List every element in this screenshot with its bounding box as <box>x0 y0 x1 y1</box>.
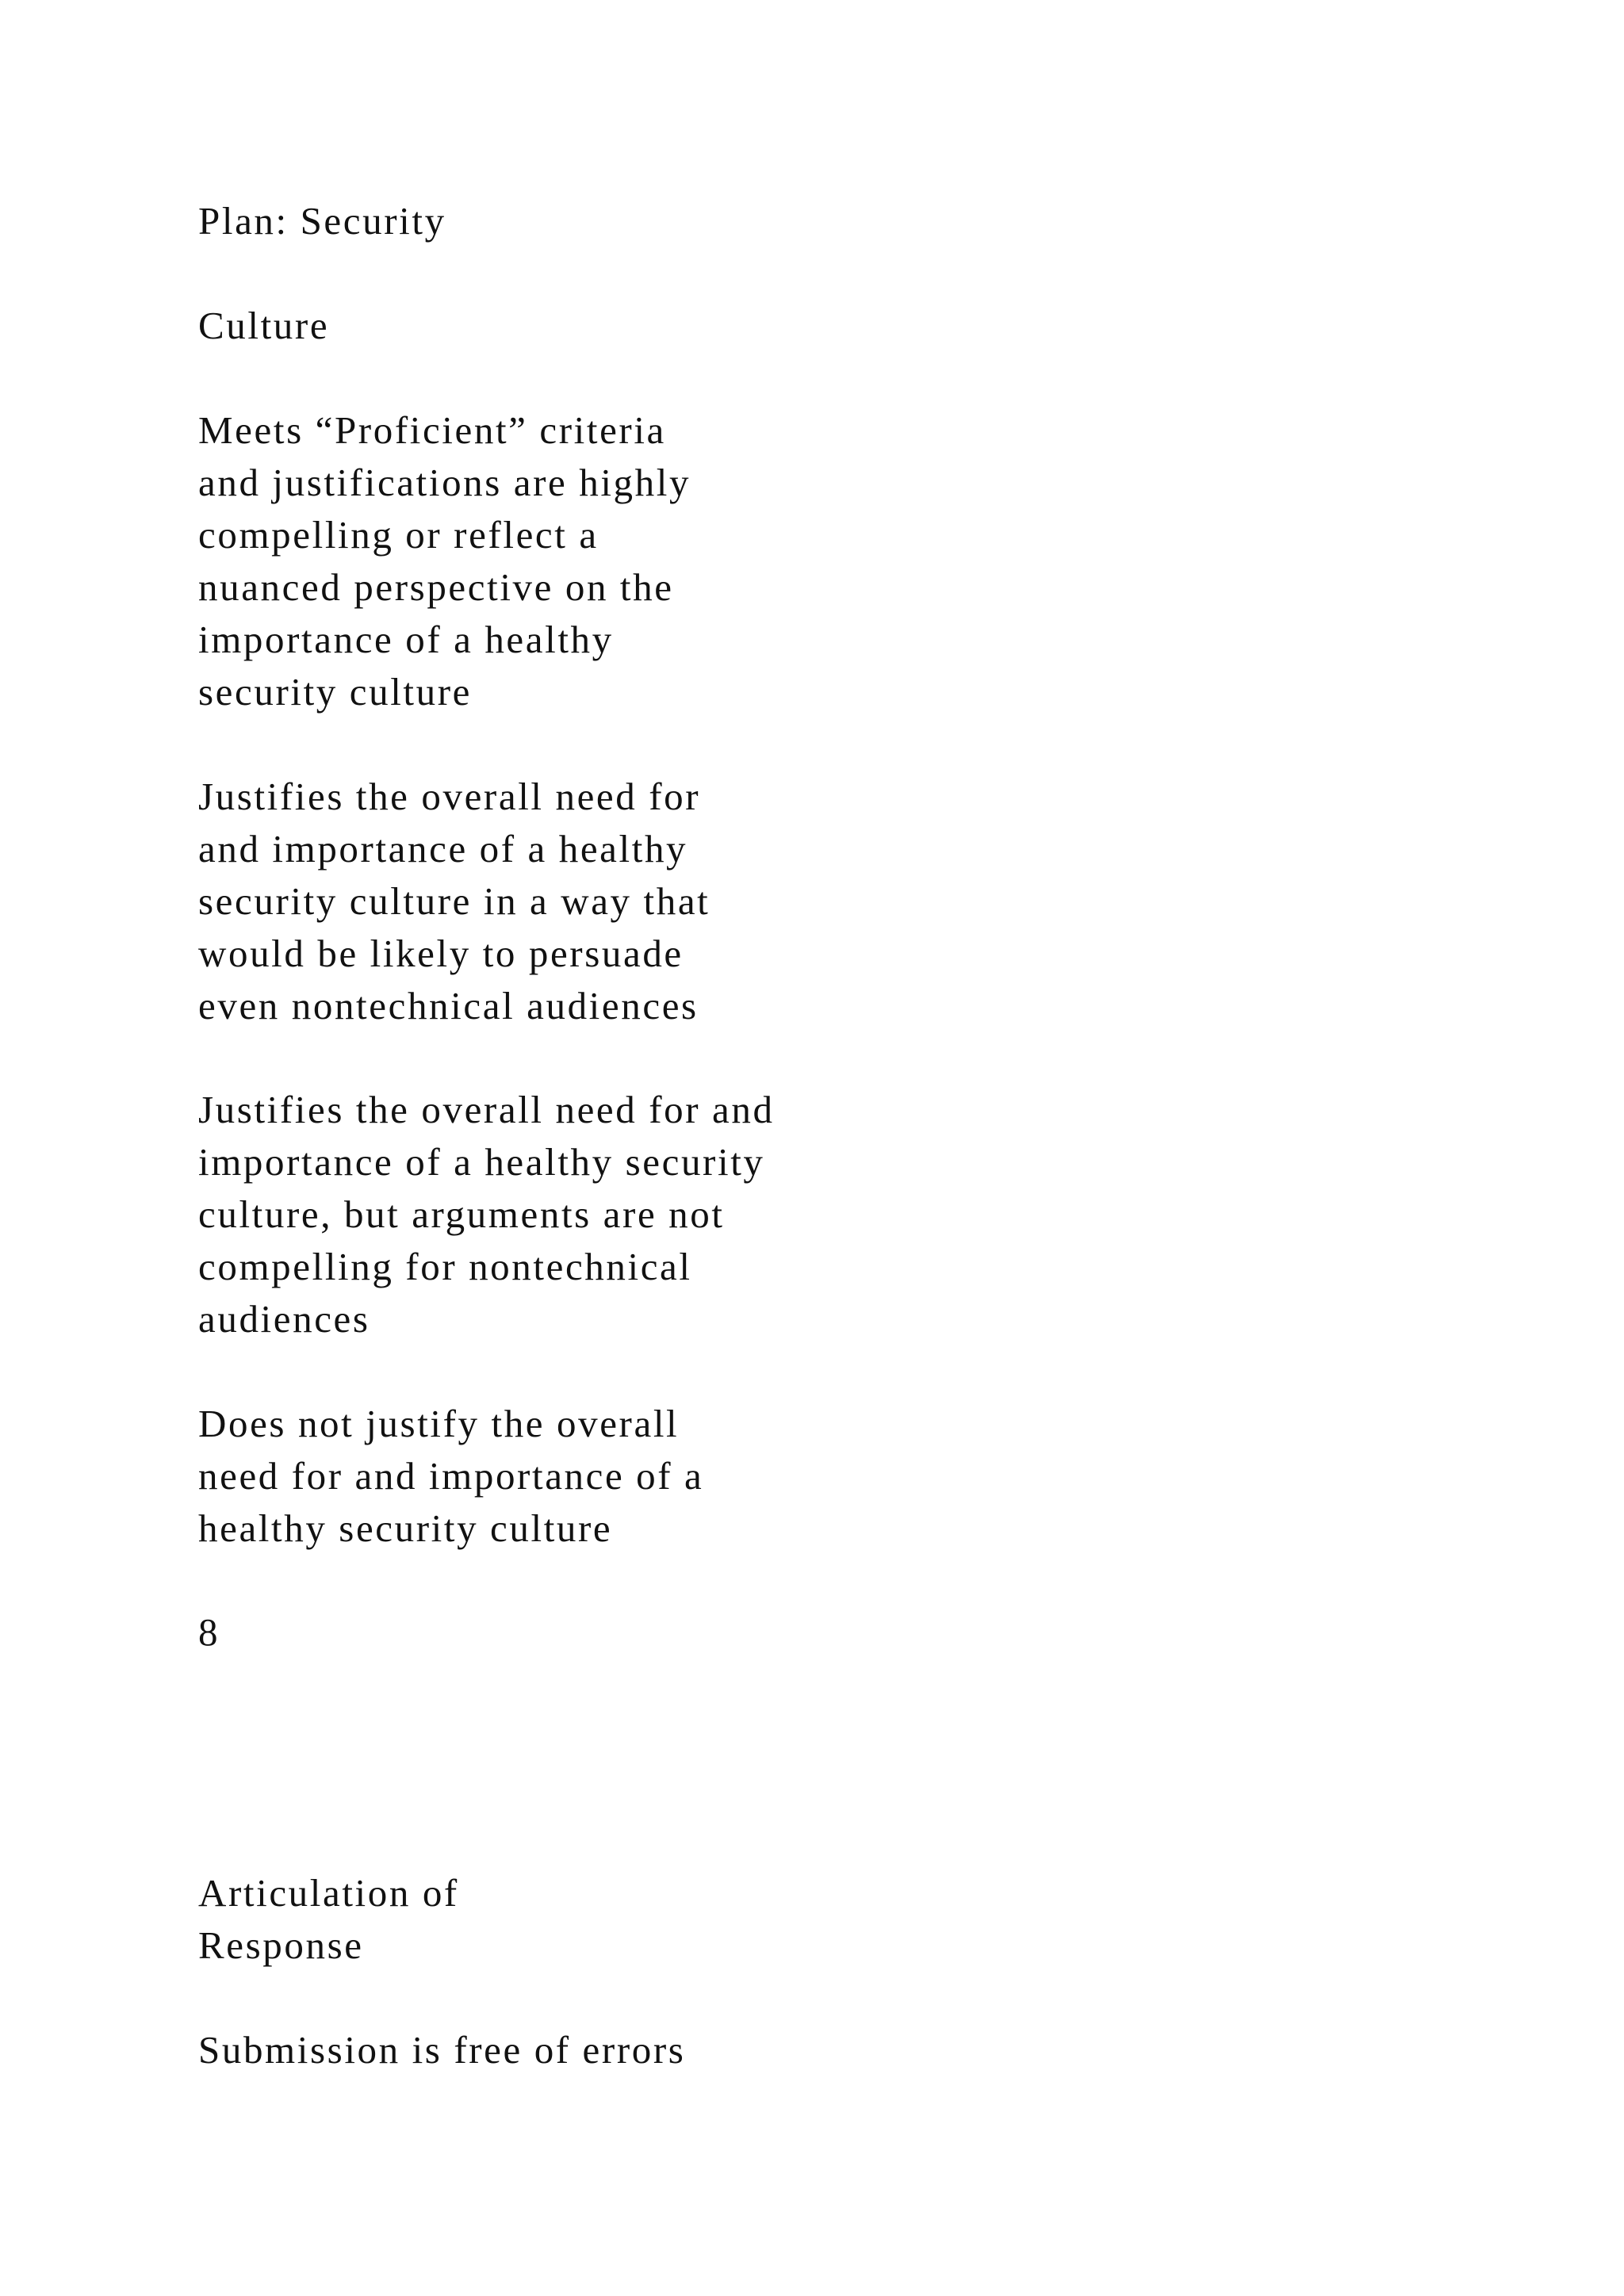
criterion-title-line: Plan: Security <box>198 199 446 243</box>
next-criterion-title: Articulation of Response <box>198 1871 459 1967</box>
exemplary-description: Meets “Proficient” criteria and justifications are highly compelling or reflect a nuanced perspective on the importance of a healthy security culture <box>198 408 691 714</box>
criterion-title-continuation: Culture <box>198 304 330 347</box>
criterion-points-value: 8 <box>198 1610 220 1654</box>
proficient-description: Justifies the overall need for and importance of a healthy security culture in a way that would be likely to persuade even nontechnical audiences <box>198 775 710 1027</box>
needs-improvement-description: Justifies the overall need for and importance of a healthy security culture, but arguments are not compelling for nontechnical audiences <box>198 1088 775 1341</box>
not-evident-description: Does not justify the overall need for and importance of a healthy security culture <box>198 1402 704 1550</box>
next-criterion-exemplary-description: Submission is free of errors <box>198 2028 686 2072</box>
